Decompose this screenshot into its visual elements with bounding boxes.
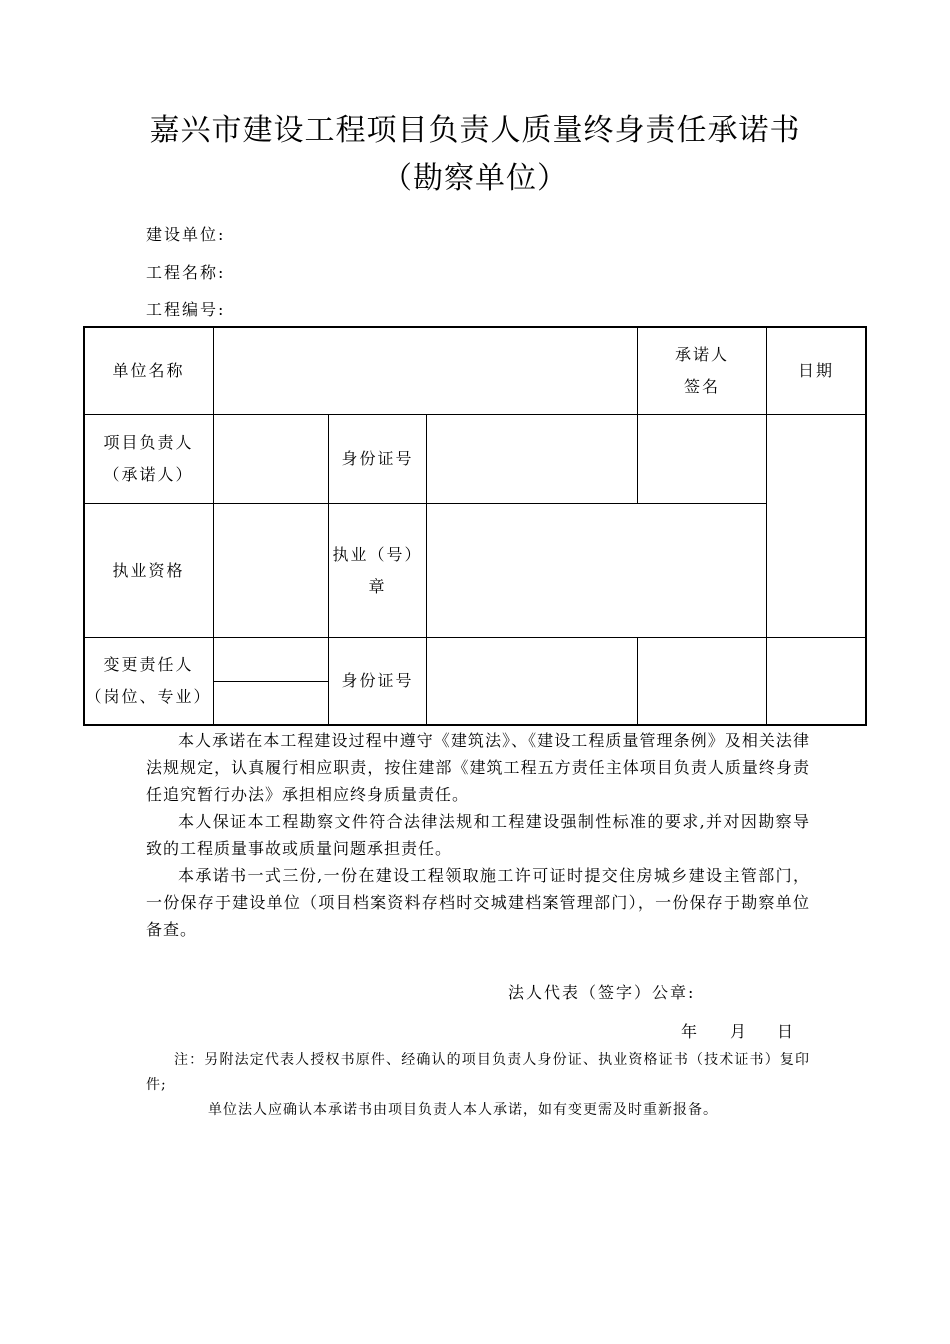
unit-name-header	[84, 327, 213, 414]
id-number-text: 身份证号	[341, 449, 414, 468]
project-leader-value[interactable]	[214, 415, 328, 503]
date-value[interactable]	[767, 415, 865, 637]
promiser-sign-line2: 签名	[683, 376, 720, 396]
month-label: 月	[730, 1022, 747, 1041]
legal-representative-signature: 法人代表（签字）公章:	[508, 983, 696, 1002]
unit-name-text: 单位名称	[112, 360, 185, 380]
project-leader-line2: （承诺人）	[103, 465, 194, 484]
change-id-number-text: 身份证号	[341, 671, 414, 690]
qualification-text: 执业资格	[112, 560, 185, 580]
project-number-label: 工程编号:	[146, 300, 226, 319]
change-person-major-value[interactable]	[214, 682, 328, 724]
commitment-paragraph-2: 本人保证本工程勘察文件符合法律法规和工程建设强制性标准的要求,并对因勘察导致的工程质量事故或质量问题承担责任。	[146, 812, 810, 858]
date-text: 日期	[797, 360, 834, 380]
promiser-sign-line1: 承诺人	[674, 344, 729, 364]
unit-name-value[interactable]	[214, 327, 637, 414]
project-leader-line1: 项目负责人	[103, 433, 194, 452]
change-id-number-header	[329, 638, 426, 724]
change-signature-value[interactable]	[638, 638, 766, 724]
id-number-header	[329, 415, 426, 503]
change-person-position-value[interactable]	[214, 638, 328, 681]
year-label: 年	[681, 1022, 698, 1041]
change-id-number-value[interactable]	[427, 638, 637, 724]
qualification-value[interactable]	[214, 504, 328, 637]
date-header	[767, 327, 865, 414]
change-person-line1: 变更责任人	[103, 655, 194, 674]
promiser-signature-header	[638, 327, 766, 414]
seal-line1: 执业（号）	[332, 544, 423, 564]
commitment-paragraph-3: 本承诺书一式三份,一份在建设工程领取施工许可证时提交住房城乡建设主管部门，一份保存于建设单位（项目档案资料存档时交城建档案管理部门），一份保存于勘察单位备查。	[146, 866, 810, 939]
change-person-line2: （岗位、专业）	[85, 687, 212, 706]
commitment-paragraph-1: 本人承诺在本工程建设过程中遵守《建筑法》、《建设工程质量管理条例》及相关法律法规规定，认真履行相应职责，按住建部《建筑工程五方责任主体项目负责人质量终身责任追究暂行办法》承担相应终身质量责任。	[146, 731, 810, 804]
table-border-bottom	[83, 724, 867, 726]
project-name-label: 工程名称:	[146, 263, 226, 282]
confirmation-note: 单位法人应确认本承诺书由项目负责人本人承诺，如有变更需及时重新报备。	[208, 1102, 718, 1118]
qualification-header	[84, 504, 213, 637]
promiser-signature-value[interactable]	[638, 415, 766, 503]
attachment-note: 注：另附法定代表人授权书原件、经确认的项目负责人身份证、执业资格证书（技术证书）复印件;	[146, 1052, 810, 1093]
practice-seal-value[interactable]	[427, 504, 766, 637]
table-border-right	[865, 326, 867, 726]
day-label: 日	[777, 1022, 794, 1041]
commitment-body	[146, 727, 810, 943]
document-subtitle: （勘察单位）	[382, 161, 568, 196]
practice-seal-header	[329, 504, 426, 637]
seal-line2: 章	[368, 576, 387, 596]
construction-unit-label: 建设单位:	[146, 225, 226, 244]
change-person-header	[84, 638, 213, 724]
id-number-value[interactable]	[427, 415, 637, 503]
change-date-value[interactable]	[767, 638, 865, 724]
document-title: 嘉兴市建设工程项目负责人质量终身责任承诺书	[149, 113, 801, 148]
project-leader-header	[84, 415, 213, 503]
